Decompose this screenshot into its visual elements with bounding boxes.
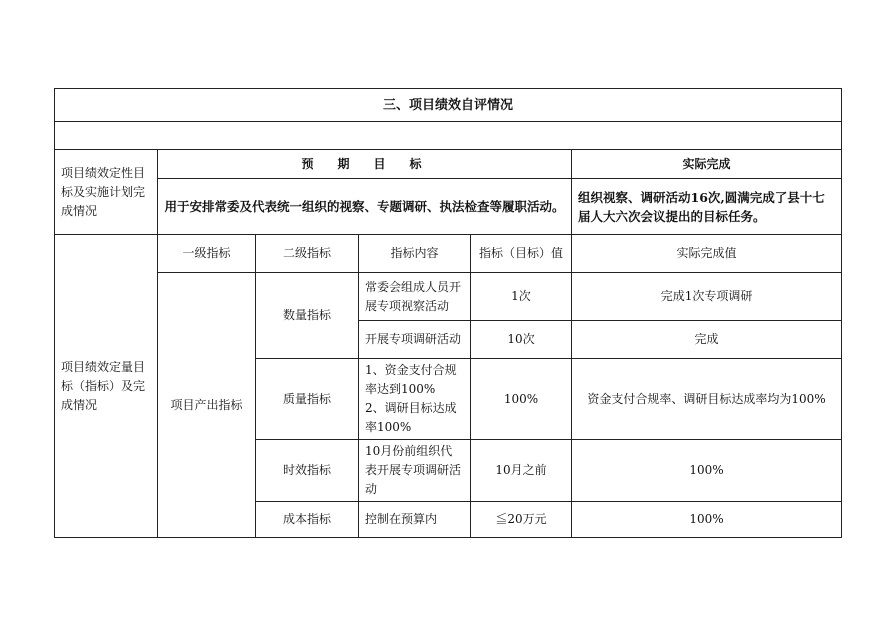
timeliness-indicator: 时效指标 <box>256 440 359 502</box>
cost-actual: 100% <box>572 502 842 538</box>
actual-completion-text: 组织视察、调研活动16次,圆满完成了县十七届人大六次会议提出的目标任务。 <box>572 179 842 235</box>
header-actual: 实际完成值 <box>572 235 842 273</box>
quantity-1-content: 常委会组成人员开展专项视察活动 <box>359 273 471 321</box>
quality-indicator: 质量指标 <box>256 359 359 440</box>
quantity-2-content: 开展专项调研活动 <box>359 321 471 359</box>
cost-indicator: 成本指标 <box>256 502 359 538</box>
quantitative-label: 项目绩效定量目标（指标）及完成情况 <box>55 235 158 538</box>
quality-target: 100% <box>471 359 572 440</box>
blank-row <box>55 122 842 150</box>
quantity-1-actual: 完成1次专项调研 <box>572 273 842 321</box>
quality-content-line-1: 1、资金支付合规率达到100% <box>365 363 457 396</box>
self-evaluation-table <box>54 88 842 538</box>
quality-content <box>359 359 471 440</box>
header-level2: 二级指标 <box>256 235 359 273</box>
timeliness-actual: 100% <box>572 440 842 502</box>
cost-content: 控制在预算内 <box>359 502 471 538</box>
timeliness-target: 10月之前 <box>471 440 572 502</box>
actual-completion-header: 实际完成 <box>572 150 842 179</box>
quality-actual: 资金支付合规率、调研目标达成率均为100% <box>572 359 842 440</box>
quantity-2-actual: 完成 <box>572 321 842 359</box>
timeliness-content: 10月份前组织代表开展专项调研活动 <box>359 440 471 502</box>
quality-content-line-2: 2、调研目标达成率100% <box>365 401 457 434</box>
cost-target: ≦20万元 <box>471 502 572 538</box>
quantity-2-target: 10次 <box>471 321 572 359</box>
quantity-1-target: 1次 <box>471 273 572 321</box>
header-target: 指标（目标）值 <box>471 235 572 273</box>
header-level1: 一级指标 <box>158 235 256 273</box>
level1-output-indicator: 项目产出指标 <box>158 273 256 538</box>
header-content: 指标内容 <box>359 235 471 273</box>
expected-goal-header: 预 期 目 标 <box>158 150 572 179</box>
section-title: 三、项目绩效自评情况 <box>55 89 842 122</box>
qualitative-label: 项目绩效定性目标及实施计划完成情况 <box>55 150 158 235</box>
quantity-indicator: 数量指标 <box>256 273 359 359</box>
expected-goal-text: 用于安排常委及代表统一组织的视察、专题调研、执法检查等履职活动。 <box>158 179 572 235</box>
